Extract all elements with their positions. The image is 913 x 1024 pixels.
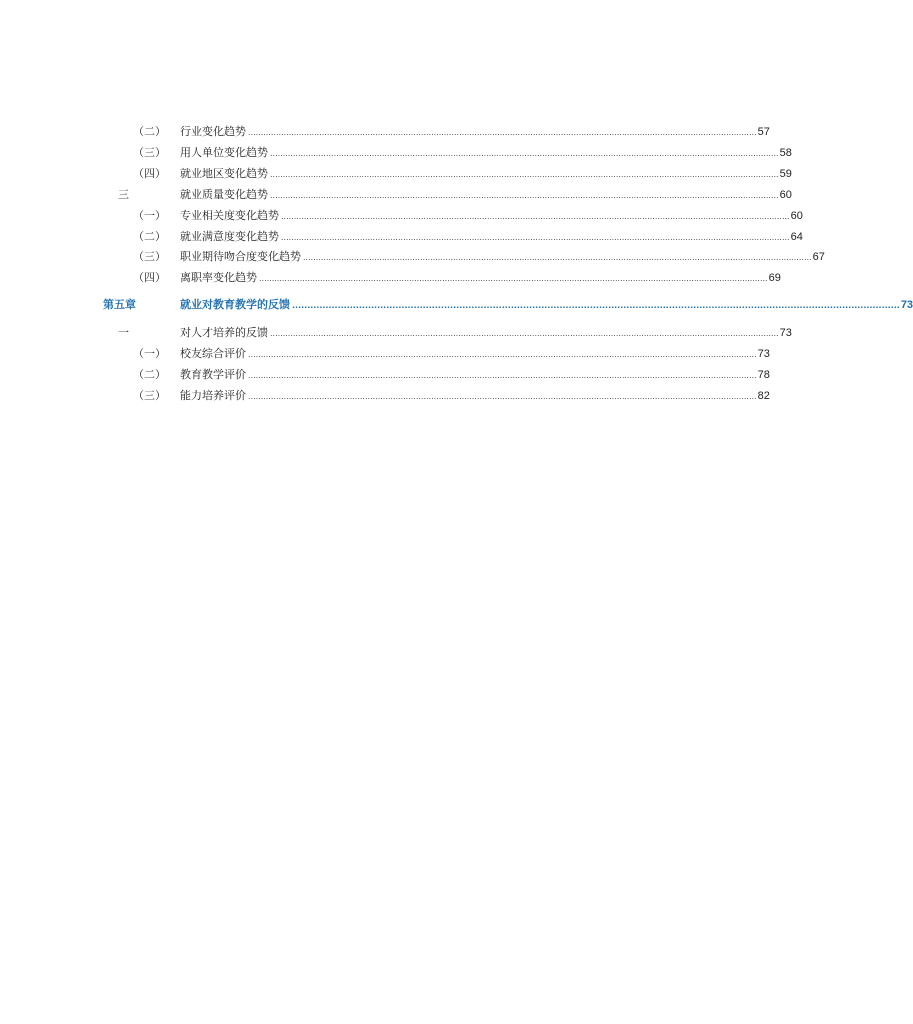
toc-entry-number: （四）: [133, 167, 166, 180]
toc-entry-title: 职业期待吻合度变化趋势: [180, 250, 301, 263]
toc-entry-page: 60: [779, 189, 792, 201]
toc-chapter-number: 第五章: [103, 298, 136, 311]
toc-entry-number: （二）: [133, 230, 166, 243]
toc-entry-title: 专业相关度变化趋势: [180, 209, 279, 222]
toc-entry-page: 69: [768, 272, 781, 284]
toc-entry-title: 对人才培养的反馈: [180, 326, 268, 339]
toc-chapter-title: 就业对教育教学的反馈: [180, 298, 290, 311]
dot-leader: ........................................................................................................................................................................................................: [248, 371, 757, 380]
toc-entry-page: 82: [757, 390, 770, 402]
toc-entry-title: 教育教学评价: [180, 368, 246, 381]
toc-entry-title: 能力培养评价: [180, 389, 246, 402]
dot-leader: ........................................................................................................................................................................................................: [281, 233, 790, 242]
toc-entry-number: （二）: [133, 368, 166, 381]
toc-entry-page: 58: [779, 147, 792, 159]
dot-leader: ........................................................................................................................................................................................................: [270, 170, 779, 179]
toc-entry-page: 67: [812, 251, 825, 263]
toc-entry-title: 离职率变化趋势: [180, 271, 257, 284]
toc-entry-number: （二）: [133, 125, 166, 138]
toc-chapter-page: 73: [900, 299, 913, 311]
dot-leader: ........................................................................................................................................................................................................: [270, 191, 779, 200]
toc-entry-page: 57: [757, 126, 770, 138]
toc-entry-title: 就业满意度变化趋势: [180, 230, 279, 243]
toc-entry-title: 就业地区变化趋势: [180, 167, 268, 180]
toc-entry-page: 73: [757, 348, 770, 360]
toc-entry-page: 64: [790, 231, 803, 243]
toc-entry-number: （三）: [133, 389, 166, 402]
toc-entry-number: （三）: [133, 250, 166, 263]
toc-entry-page: 60: [790, 210, 803, 222]
dot-leader: ........................................................................................................................................................................................................: [292, 301, 900, 310]
toc-entry-number: （一）: [133, 347, 166, 360]
toc-entry-number: 三: [118, 188, 129, 201]
toc-entry-page: 78: [757, 369, 770, 381]
dot-leader: ........................................................................................................................................................................................................: [248, 350, 757, 359]
dot-leader: ........................................................................................................................................................................................................: [248, 392, 757, 401]
toc-entry-number: （三）: [133, 146, 166, 159]
toc-entry-title: 就业质量变化趋势: [180, 188, 268, 201]
dot-leader: ........................................................................................................................................................................................................: [281, 212, 790, 221]
toc-entry-title: 行业变化趋势: [180, 125, 246, 138]
toc-entry-number: 一: [118, 326, 129, 339]
toc-entry-page: 73: [779, 327, 792, 339]
toc-entry-page: 59: [779, 168, 792, 180]
dot-leader: ........................................................................................................................................................................................................: [270, 149, 779, 158]
dot-leader: ........................................................................................................................................................................................................: [270, 329, 779, 338]
toc-entry-title: 用人单位变化趋势: [180, 146, 268, 159]
toc-entry-number: （一）: [133, 209, 166, 222]
toc-entry-title: 校友综合评价: [180, 347, 246, 360]
dot-leader: ........................................................................................................................................................................................................: [303, 253, 812, 262]
toc-entry-number: （四）: [133, 271, 166, 284]
dot-leader: ........................................................................................................................................................................................................: [259, 274, 768, 283]
dot-leader: ........................................................................................................................................................................................................: [248, 128, 757, 137]
